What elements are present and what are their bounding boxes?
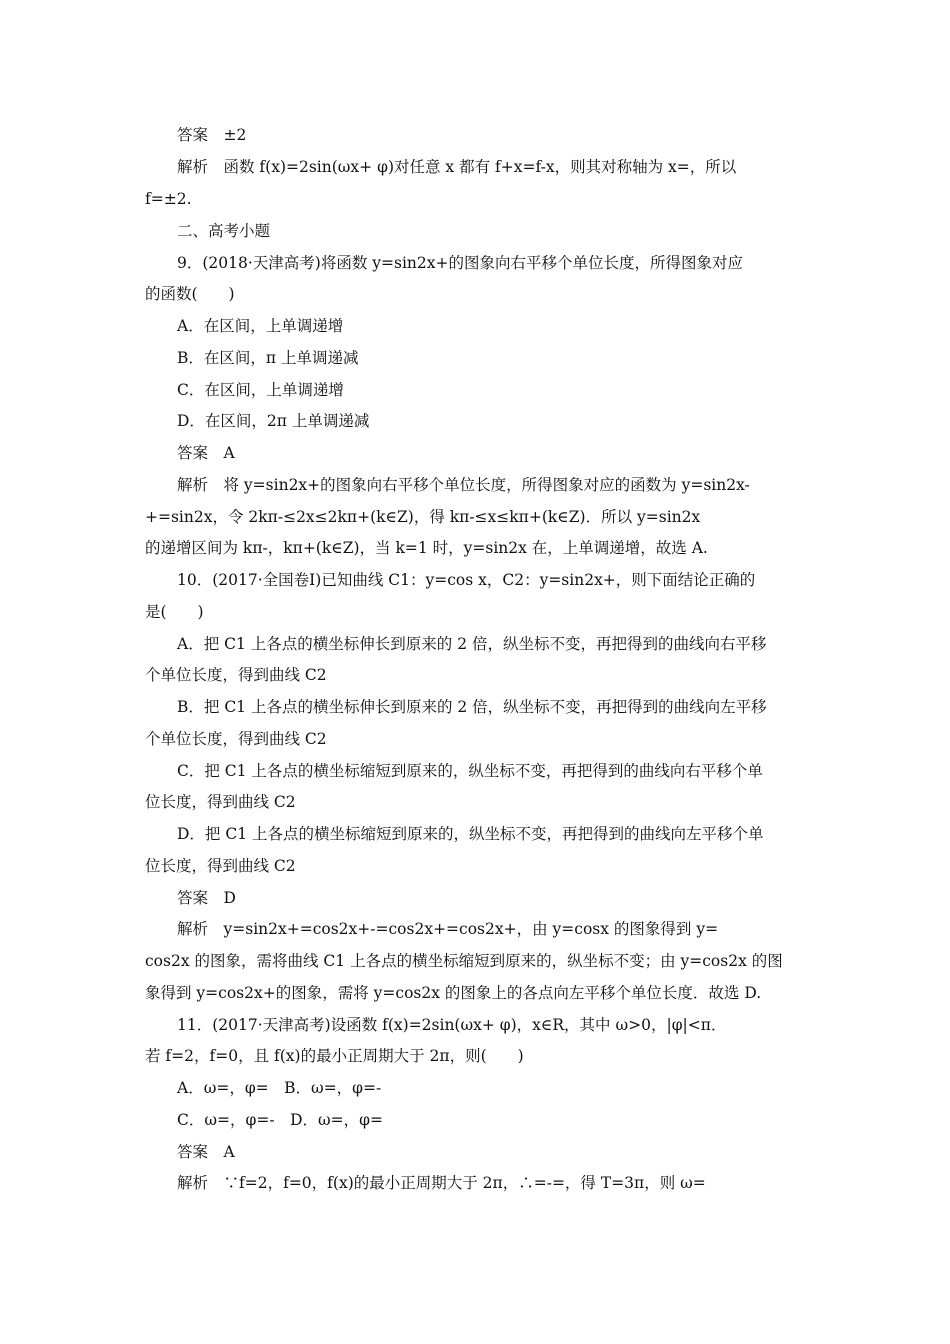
question-10-option-b-line1: B．把 C1 上各点的横坐标伸长到原来的 2 倍，纵坐标不变，再把得到的曲线向左平移 bbox=[177, 698, 767, 716]
answer-10: 答案 D bbox=[177, 889, 236, 907]
question-11-options-cd: C．ω=，φ=- D．ω=，φ= bbox=[177, 1111, 383, 1129]
answer-9: 答案 A bbox=[177, 444, 235, 462]
answer-8: 答案 ±2 bbox=[177, 126, 247, 144]
analysis-10-line3: 象得到 y=cos2x+的图象，需将 y=cos2x 的图象上的各点向左平移个单位长度．故选 D. bbox=[145, 984, 762, 1002]
question-10-option-d-line1: D．把 C1 上各点的横坐标缩短到原来的，纵坐标不变，再把得到的曲线向左平移个单 bbox=[177, 825, 764, 843]
analysis-9-line2: +=sin2x，令 2kπ-≤2x≤2kπ+(k∈Z)，得 kπ-≤x≤kπ+(k∈Z)．所以 y=sin2x bbox=[145, 508, 701, 526]
question-11-line2: 若 f=2，f=0，且 f(x)的最小正周期大于 2π，则( ) bbox=[145, 1047, 524, 1065]
analysis-8-line1: 解析 函数 f(x)=2sin(ωx+ φ)对任意 x 都有 f+x=f-x，则其对称轴为 x=，所以 bbox=[177, 158, 737, 176]
question-10-option-a-line2: 个单位长度，得到曲线 C2 bbox=[145, 666, 327, 684]
question-11-line1: 11．(2017·天津高考)设函数 f(x)=2sin(ωx+ φ)，x∈R，其中 ω>0，|φ|<π． bbox=[177, 1016, 727, 1034]
analysis-9-line3: 的递增区间为 kπ-，kπ+(k∈Z)，当 k=1 时，y=sin2x 在，上单调递增，故选 A. bbox=[145, 539, 708, 557]
question-10-option-c-line1: C．把 C1 上各点的横坐标缩短到原来的，纵坐标不变，再把得到的曲线向右平移个单 bbox=[177, 762, 763, 780]
question-10-option-a-line1: A．把 C1 上各点的横坐标伸长到原来的 2 倍，纵坐标不变，再把得到的曲线向右平移 bbox=[177, 635, 767, 653]
question-10-option-c-line2: 位长度，得到曲线 C2 bbox=[145, 793, 296, 811]
answer-11: 答案 A bbox=[177, 1143, 235, 1161]
question-9-option-c: C．在区间，上单调递增 bbox=[177, 381, 344, 399]
question-10-option-b-line2: 个单位长度，得到曲线 C2 bbox=[145, 730, 327, 748]
question-9-line2: 的函数( ) bbox=[145, 285, 235, 303]
question-9-option-b: B．在区间，π 上单调递减 bbox=[177, 349, 359, 367]
analysis-11-line1: 解析 ∵f=2，f=0，f(x)的最小正周期大于 2π，∴=-=，得 T=3π，则 ω= bbox=[177, 1174, 706, 1192]
analysis-9-line1: 解析 将 y=sin2x+的图象向右平移个单位长度，所得图象对应的函数为 y=sin2x- bbox=[177, 476, 750, 494]
question-9-line1: 9．(2018·天津高考)将函数 y=sin2x+的图象向右平移个单位长度，所得图象对应 bbox=[177, 254, 743, 272]
question-9-option-a: A．在区间，上单调递增 bbox=[177, 317, 344, 335]
question-10-line1: 10．(2017·全国卷Ⅰ)已知曲线 C1：y=cos x，C2：y=sin2x+，则下面结论正确的 bbox=[177, 571, 756, 589]
analysis-10-line2: cos2x 的图象，需将曲线 C1 上各点的横坐标缩短到原来的，纵坐标不变；由 y=cos2x 的图 bbox=[145, 952, 783, 970]
question-11-options-ab: A．ω=，φ= B．ω=，φ=- bbox=[177, 1079, 382, 1097]
analysis-8-line2: f=±2. bbox=[145, 190, 192, 208]
question-9-option-d: D．在区间，2π 上单调递减 bbox=[177, 412, 370, 430]
analysis-10-line1: 解析 y=sin2x+=cos2x+-=cos2x+=cos2x+，由 y=cosx 的图象得到 y= bbox=[177, 920, 719, 938]
question-10-line2: 是( ) bbox=[145, 603, 204, 621]
section-heading: 二、高考小题 bbox=[177, 222, 271, 240]
question-10-option-d-line2: 位长度，得到曲线 C2 bbox=[145, 857, 296, 875]
